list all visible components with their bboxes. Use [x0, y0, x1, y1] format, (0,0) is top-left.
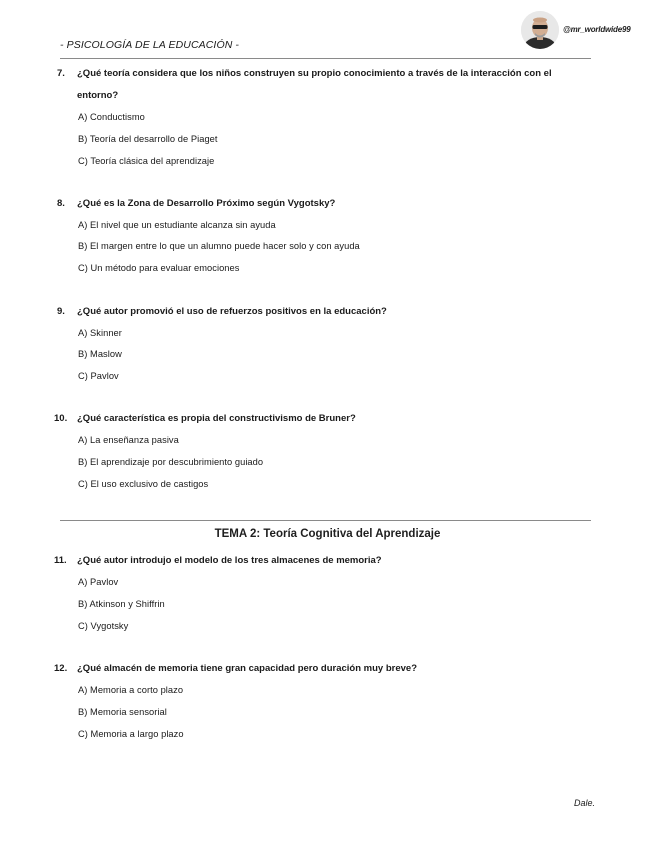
answer-option: A) La enseñanza pasiva	[78, 435, 179, 445]
answer-option: C) Pavlov	[78, 371, 119, 381]
question-text: ¿Qué almacén de memoria tiene gran capacidad pero duración muy breve?	[77, 663, 417, 674]
question-number: 10.	[54, 413, 68, 424]
page-header-title: - PSICOLOGÍA DE LA EDUCACIÓN -	[60, 39, 240, 51]
avatar	[521, 11, 559, 49]
answer-option: B) Maslow	[78, 349, 122, 359]
answer-option: C) Memoria a largo plazo	[78, 729, 184, 739]
answer-option: B) Atkinson y Shiffrin	[78, 599, 165, 609]
answer-option: B) Teoría del desarrollo de Piaget	[78, 134, 218, 144]
answer-option: A) Skinner	[78, 328, 122, 338]
answer-option: B) Memoria sensorial	[78, 707, 167, 717]
question-text: ¿Qué autor introdujo el modelo de los tres almacenes de memoria?	[77, 555, 382, 566]
question-text: ¿Qué característica es propia del constructivismo de Bruner?	[77, 413, 356, 424]
question-text: ¿Qué autor promovió el uso de refuerzos positivos en la educación?	[77, 306, 387, 317]
question-number: 8.	[57, 198, 65, 209]
question-number: 11.	[54, 555, 67, 566]
section-title: TEMA 2: Teoría Cognitiva del Aprendizaje	[214, 528, 441, 540]
answer-option: A) Conductismo	[78, 112, 145, 122]
question-text: ¿Qué teoría considera que los niños construyen su propio conocimiento a través de la interacción con el	[77, 68, 552, 79]
answer-option: A) Pavlov	[78, 577, 119, 587]
answer-option: C) Teoría clásica del aprendizaje	[78, 156, 215, 166]
section-divider	[60, 520, 591, 521]
avatar-portrait-icon	[521, 11, 559, 49]
question-number: 9.	[57, 306, 65, 317]
footer-note: Dale.	[574, 798, 596, 808]
question-text-continuation: entorno?	[77, 90, 119, 101]
question-number: 7.	[57, 68, 65, 79]
answer-option: C) El uso exclusivo de castigos	[78, 479, 209, 489]
question-text: ¿Qué es la Zona de Desarrollo Próximo según Vygotsky?	[77, 198, 336, 209]
question-number: 12.	[54, 663, 68, 674]
answer-option: B) El margen entre lo que un alumno puede hacer solo y con ayuda	[78, 241, 360, 251]
answer-option: A) El nivel que un estudiante alcanza sin ayuda	[78, 220, 276, 230]
header-divider	[60, 58, 591, 59]
answer-option: B) El aprendizaje por descubrimiento guiado	[78, 457, 264, 467]
answer-option: C) Un método para evaluar emociones	[78, 263, 240, 273]
answer-option: A) Memoria a corto plazo	[78, 685, 184, 695]
answer-option: C) Vygotsky	[78, 621, 129, 631]
author-handle: @mr_worldwide99	[563, 25, 631, 34]
